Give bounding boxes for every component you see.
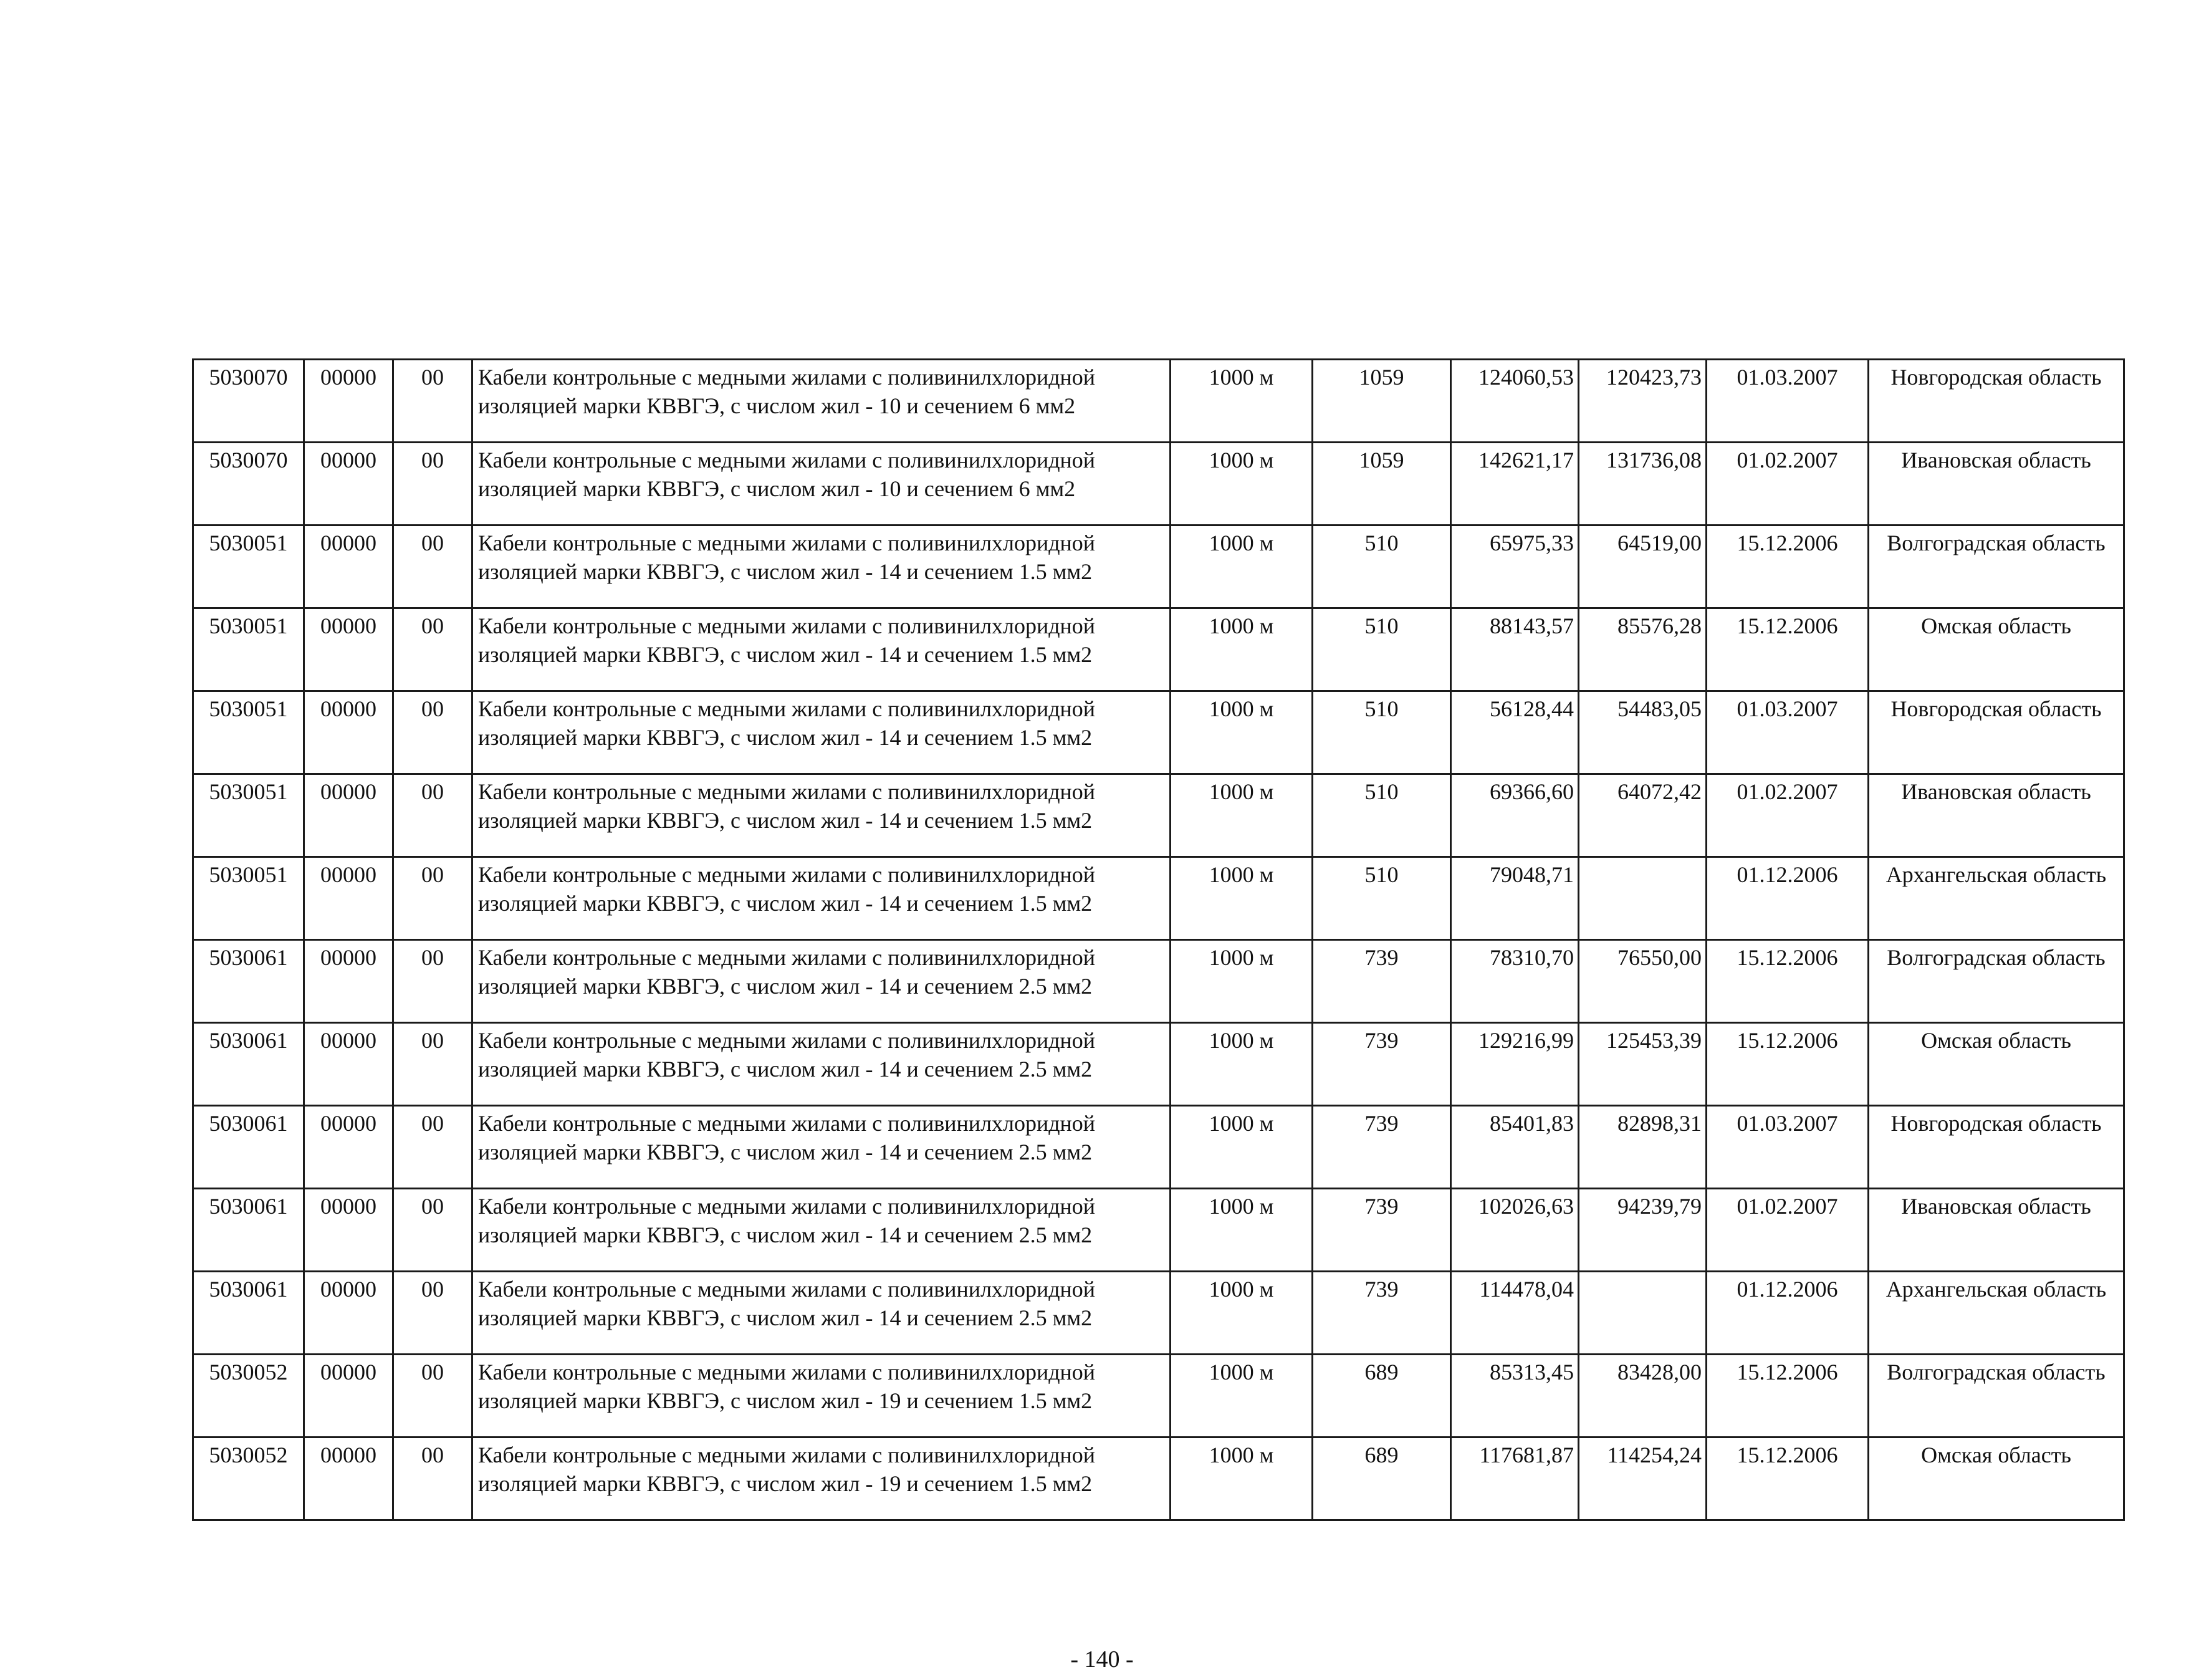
table-row [193,1272,2124,1355]
subcode-cell: 00000 [304,1189,393,1272]
price1-cell: 65975,33 [1451,526,1579,608]
price1-cell: 69366,60 [1451,774,1579,857]
price2-cell: 54483,05 [1579,691,1707,774]
name-cell: Кабели контрольные с медными жилами с поливинилхлоридной изоляцией марки КВВГЭ, с числом жил - 14 и сечением 1.5 мм2 [472,526,1171,608]
region-cell: Ивановская область [1869,774,2124,857]
price1-cell: 114478,04 [1451,1272,1579,1355]
subcode-cell: 00000 [304,443,393,526]
subcode2-cell: 00 [393,691,472,774]
date-cell: 01.02.2007 [1707,774,1869,857]
price2-cell: 131736,08 [1579,443,1707,526]
code-cell: 5030052 [193,1438,304,1520]
price2-cell [1579,857,1707,940]
date-cell: 01.03.2007 [1707,1106,1869,1189]
date-cell: 01.12.2006 [1707,1272,1869,1355]
quantity-cell: 739 [1313,940,1451,1023]
table-body [193,360,2124,1520]
price2-cell: 114254,24 [1579,1438,1707,1520]
quantity-cell: 1059 [1313,443,1451,526]
price1-cell: 117681,87 [1451,1438,1579,1520]
unit-cell: 1000 м [1171,691,1313,774]
price2-cell [1579,1272,1707,1355]
subcode2-cell: 00 [393,526,472,608]
unit-cell: 1000 м [1171,526,1313,608]
code-cell: 5030051 [193,608,304,691]
price2-cell: 120423,73 [1579,360,1707,443]
date-cell: 01.03.2007 [1707,360,1869,443]
date-cell: 15.12.2006 [1707,526,1869,608]
quantity-cell: 510 [1313,691,1451,774]
price2-cell: 76550,00 [1579,940,1707,1023]
name-cell: Кабели контрольные с медными жилами с поливинилхлоридной изоляцией марки КВВГЭ, с числом жил - 14 и сечением 1.5 мм2 [472,857,1171,940]
table-row [193,1189,2124,1272]
code-cell: 5030061 [193,1023,304,1106]
name-cell: Кабели контрольные с медными жилами с поливинилхлоридной изоляцией марки КВВГЭ, с числом жил - 14 и сечением 1.5 мм2 [472,608,1171,691]
quantity-cell: 510 [1313,526,1451,608]
subcode-cell: 00000 [304,1355,393,1438]
price2-cell: 85576,28 [1579,608,1707,691]
subcode2-cell: 00 [393,774,472,857]
name-cell: Кабели контрольные с медными жилами с поливинилхлоридной изоляцией марки КВВГЭ, с числом жил - 14 и сечением 1.5 мм2 [472,774,1171,857]
name-cell: Кабели контрольные с медными жилами с поливинилхлоридной изоляцией марки КВВГЭ, с числом жил - 19 и сечением 1.5 мм2 [472,1438,1171,1520]
region-cell: Омская область [1869,1023,2124,1106]
price1-cell: 129216,99 [1451,1023,1579,1106]
table-row [193,691,2124,774]
subcode-cell: 00000 [304,1438,393,1520]
price-table [192,358,2125,1521]
date-cell: 15.12.2006 [1707,1438,1869,1520]
subcode-cell: 00000 [304,857,393,940]
region-cell: Ивановская область [1869,1189,2124,1272]
code-cell: 5030052 [193,1355,304,1438]
code-cell: 5030051 [193,691,304,774]
subcode-cell: 00000 [304,940,393,1023]
code-cell: 5030051 [193,857,304,940]
region-cell: Новгородская область [1869,691,2124,774]
subcode-cell: 00000 [304,360,393,443]
date-cell: 01.02.2007 [1707,443,1869,526]
table-row [193,940,2124,1023]
subcode2-cell: 00 [393,1355,472,1438]
unit-cell: 1000 м [1171,1355,1313,1438]
price1-cell: 85313,45 [1451,1355,1579,1438]
name-cell: Кабели контрольные с медными жилами с поливинилхлоридной изоляцией марки КВВГЭ, с числом жил - 14 и сечением 2.5 мм2 [472,1189,1171,1272]
code-cell: 5030070 [193,443,304,526]
price2-cell: 83428,00 [1579,1355,1707,1438]
price1-cell: 124060,53 [1451,360,1579,443]
subcode-cell: 00000 [304,1106,393,1189]
unit-cell: 1000 м [1171,1023,1313,1106]
date-cell: 01.02.2007 [1707,1189,1869,1272]
unit-cell: 1000 м [1171,1189,1313,1272]
region-cell: Ивановская область [1869,443,2124,526]
unit-cell: 1000 м [1171,1106,1313,1189]
name-cell: Кабели контрольные с медными жилами с поливинилхлоридной изоляцией марки КВВГЭ, с числом жил - 10 и сечением 6 мм2 [472,360,1171,443]
table-row [193,774,2124,857]
code-cell: 5030061 [193,1189,304,1272]
quantity-cell: 739 [1313,1106,1451,1189]
region-cell: Волгоградская область [1869,526,2124,608]
region-cell: Новгородская область [1869,360,2124,443]
code-cell: 5030051 [193,774,304,857]
quantity-cell: 510 [1313,857,1451,940]
date-cell: 15.12.2006 [1707,1023,1869,1106]
subcode2-cell: 00 [393,443,472,526]
subcode-cell: 00000 [304,1023,393,1106]
region-cell: Архангельская область [1869,1272,2124,1355]
table-row [193,1438,2124,1520]
table-row [193,526,2124,608]
name-cell: Кабели контрольные с медными жилами с поливинилхлоридной изоляцией марки КВВГЭ, с числом жил - 14 и сечением 2.5 мм2 [472,1023,1171,1106]
table-row [193,1023,2124,1106]
subcode-cell: 00000 [304,1272,393,1355]
subcode2-cell: 00 [393,608,472,691]
price2-cell: 64519,00 [1579,526,1707,608]
quantity-cell: 689 [1313,1355,1451,1438]
quantity-cell: 689 [1313,1438,1451,1520]
table-row [193,608,2124,691]
price1-cell: 142621,17 [1451,443,1579,526]
table-row [193,857,2124,940]
date-cell: 01.03.2007 [1707,691,1869,774]
code-cell: 5030061 [193,1272,304,1355]
region-cell: Новгородская область [1869,1106,2124,1189]
region-cell: Омская область [1869,1438,2124,1520]
date-cell: 01.12.2006 [1707,857,1869,940]
unit-cell: 1000 м [1171,857,1313,940]
price1-cell: 79048,71 [1451,857,1579,940]
subcode2-cell: 00 [393,1189,472,1272]
subcode-cell: 00000 [304,691,393,774]
subcode2-cell: 00 [393,360,472,443]
table-row [193,443,2124,526]
unit-cell: 1000 м [1171,443,1313,526]
date-cell: 15.12.2006 [1707,940,1869,1023]
name-cell: Кабели контрольные с медными жилами с поливинилхлоридной изоляцией марки КВВГЭ, с числом жил - 10 и сечением 6 мм2 [472,443,1171,526]
subcode2-cell: 00 [393,1438,472,1520]
subcode-cell: 00000 [304,526,393,608]
table-row [193,360,2124,443]
price1-cell: 102026,63 [1451,1189,1579,1272]
name-cell: Кабели контрольные с медными жилами с поливинилхлоридной изоляцией марки КВВГЭ, с числом жил - 14 и сечением 2.5 мм2 [472,1272,1171,1355]
quantity-cell: 739 [1313,1023,1451,1106]
price1-cell: 56128,44 [1451,691,1579,774]
name-cell: Кабели контрольные с медными жилами с поливинилхлоридной изоляцией марки КВВГЭ, с числом жил - 14 и сечением 2.5 мм2 [472,1106,1171,1189]
region-cell: Омская область [1869,608,2124,691]
quantity-cell: 1059 [1313,360,1451,443]
quantity-cell: 510 [1313,774,1451,857]
unit-cell: 1000 м [1171,1272,1313,1355]
price2-cell: 64072,42 [1579,774,1707,857]
unit-cell: 1000 м [1171,1438,1313,1520]
unit-cell: 1000 м [1171,940,1313,1023]
date-cell: 15.12.2006 [1707,1355,1869,1438]
price2-cell: 125453,39 [1579,1023,1707,1106]
name-cell: Кабели контрольные с медными жилами с поливинилхлоридной изоляцией марки КВВГЭ, с числом жил - 19 и сечением 1.5 мм2 [472,1355,1171,1438]
table-row [193,1106,2124,1189]
table-row [193,1355,2124,1438]
unit-cell: 1000 м [1171,774,1313,857]
subcode2-cell: 00 [393,940,472,1023]
price2-cell: 94239,79 [1579,1189,1707,1272]
code-cell: 5030061 [193,1106,304,1189]
quantity-cell: 739 [1313,1189,1451,1272]
region-cell: Архангельская область [1869,857,2124,940]
price1-cell: 78310,70 [1451,940,1579,1023]
code-cell: 5030070 [193,360,304,443]
price2-cell: 82898,31 [1579,1106,1707,1189]
subcode-cell: 00000 [304,774,393,857]
region-cell: Волгоградская область [1869,940,2124,1023]
subcode2-cell: 00 [393,1106,472,1189]
subcode2-cell: 00 [393,1272,472,1355]
code-cell: 5030051 [193,526,304,608]
price1-cell: 88143,57 [1451,608,1579,691]
subcode2-cell: 00 [393,1023,472,1106]
name-cell: Кабели контрольные с медными жилами с поливинилхлоридной изоляцией марки КВВГЭ, с числом жил - 14 и сечением 1.5 мм2 [472,691,1171,774]
code-cell: 5030061 [193,940,304,1023]
price1-cell: 85401,83 [1451,1106,1579,1189]
subcode-cell: 00000 [304,608,393,691]
page-number: - 140 - [1070,1646,1134,1673]
unit-cell: 1000 м [1171,360,1313,443]
quantity-cell: 739 [1313,1272,1451,1355]
region-cell: Волгоградская область [1869,1355,2124,1438]
subcode2-cell: 00 [393,857,472,940]
unit-cell: 1000 м [1171,608,1313,691]
date-cell: 15.12.2006 [1707,608,1869,691]
quantity-cell: 510 [1313,608,1451,691]
name-cell: Кабели контрольные с медными жилами с поливинилхлоридной изоляцией марки КВВГЭ, с числом жил - 14 и сечением 2.5 мм2 [472,940,1171,1023]
